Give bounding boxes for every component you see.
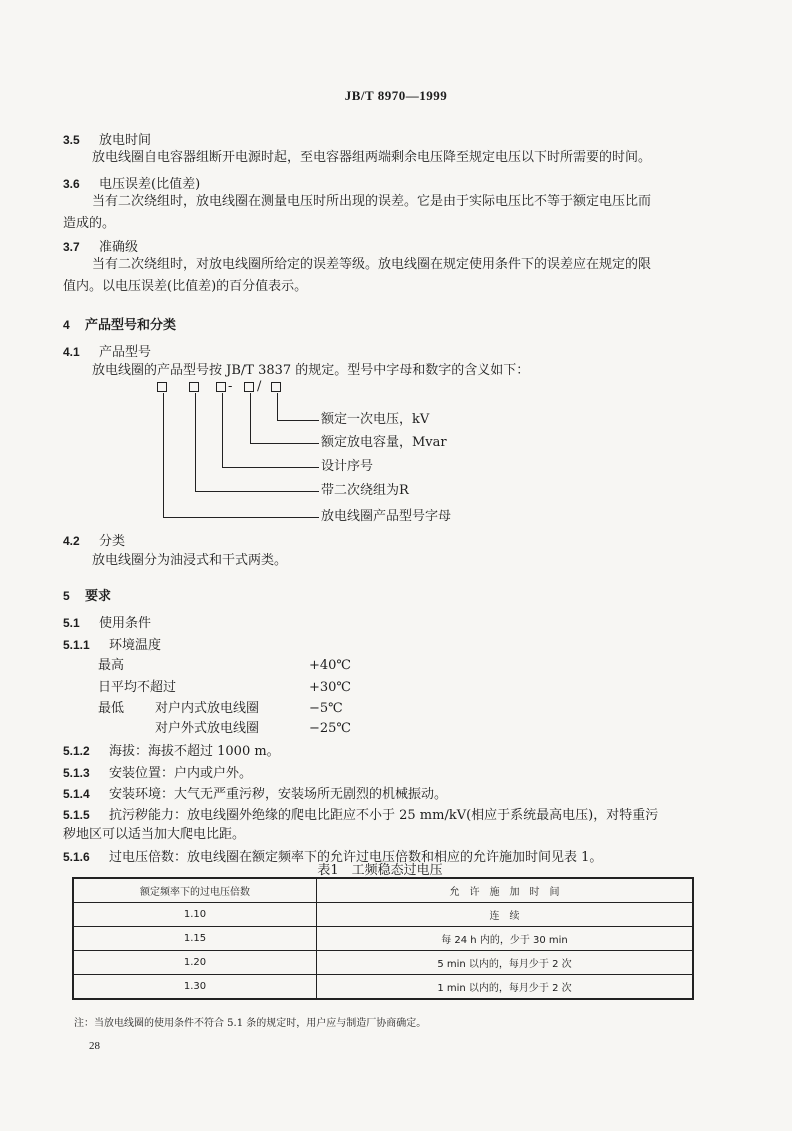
section-number: 4.2 (63, 534, 80, 548)
leader-vertical-4 (250, 393, 251, 443)
section-5-1-5-text-2: 秽地区可以适当加大爬电比距。 (63, 827, 246, 842)
model-slash: / (257, 379, 262, 394)
table-cell-time: 1 min 以内的，每月少于 2 次 (317, 975, 694, 1000)
section-text: 抗污秽能力：放电线圈外绝缘的爬电比距应不小于 25 mm/kV(相应于系统最高电压)，对特重污 (109, 808, 659, 823)
section-number: 5.1.4 (63, 787, 90, 801)
table-cell-time: 5 min 以内的，每月少于 2 次 (317, 951, 694, 975)
model-box-5 (271, 382, 281, 392)
section-3-5-heading (63, 131, 151, 150)
leader-vertical-1 (163, 393, 164, 517)
section-4-heading (63, 316, 176, 335)
section-number: 5.1.1 (63, 638, 90, 652)
section-3-7-text-1: 当有二次绕组时，对放电线圈所给定的误差等级。放电线圈在规定使用条件下的误差应在规定的限 (92, 257, 652, 272)
section-number: 5.1.5 (63, 808, 90, 822)
leader-horizontal-4 (195, 491, 319, 492)
table-row (73, 927, 693, 951)
section-3-7-heading (63, 238, 138, 257)
temp-avg-value: +30℃ (309, 680, 351, 695)
leader-horizontal-5 (163, 517, 319, 518)
leader-horizontal-2 (250, 443, 319, 444)
temp-outdoor-value: −25℃ (309, 721, 351, 736)
section-number: 5 (63, 589, 70, 603)
model-label-rated-voltage: 额定一次电压，kV (321, 412, 430, 427)
section-title: 使用条件 (99, 616, 152, 631)
section-title: 要求 (85, 589, 112, 604)
model-box-1 (157, 382, 167, 392)
section-title: 准确级 (99, 240, 139, 255)
section-text: 过电压倍数：放电线圈在额定频率下的允许过电压倍数和相应的允许施加时间见表 1。 (109, 850, 603, 865)
section-5-1-2 (63, 742, 280, 761)
section-5-1-4 (63, 785, 447, 804)
leader-horizontal-3 (222, 467, 319, 468)
table-note: 注：当放电线圈的使用条件不符合 5.1 条的规定时，用户应与制造厂协商确定。 (74, 1018, 427, 1029)
table-cell-time: 连 续 (317, 903, 694, 927)
model-label-design-serial: 设计序号 (321, 459, 374, 474)
section-3-6-heading (63, 175, 200, 194)
section-3-6-text-2: 造成的。 (63, 216, 116, 231)
leader-vertical-2 (195, 393, 196, 491)
leader-vertical-5 (277, 393, 278, 420)
section-3-6-text-1: 当有二次绕组时，放电线圈在测量电压时所出现的误差。它是由于实际电压比不等于额定电压比而 (92, 194, 652, 209)
temp-avg-label: 日平均不超过 (98, 680, 177, 695)
section-number: 3.7 (63, 240, 80, 254)
table-caption: 表1 工频稳态过电压 (317, 863, 443, 878)
table-cell-multiple: 1.30 (73, 975, 317, 1000)
temp-min-label: 最低 (98, 701, 125, 716)
section-3-5-text: 放电线圈自电容器组断开电源时起，至电容器组两端剩余电压降至规定电压以下时所需要的时间。 (92, 150, 652, 165)
section-title: 放电时间 (99, 133, 152, 148)
section-title: 产品型号 (99, 345, 152, 360)
section-5-1-1-heading (63, 636, 161, 655)
table-header-multiple: 额定频率下的过电压倍数 (73, 878, 317, 903)
temp-indoor-label: 对户内式放电线圈 (155, 701, 260, 716)
section-number: 5.1.3 (63, 766, 90, 780)
section-4-1-heading (63, 343, 151, 362)
model-box-2 (189, 382, 199, 392)
section-text: 安装位置：户内或户外。 (109, 766, 253, 781)
section-title: 电压误差(比值差) (99, 177, 201, 192)
temp-indoor-value: −5℃ (309, 701, 343, 716)
model-box-4 (244, 382, 254, 392)
leader-horizontal-1 (277, 420, 319, 421)
table-cell-multiple: 1.10 (73, 903, 317, 927)
section-title: 产品型号和分类 (85, 318, 177, 333)
model-box-3 (216, 382, 226, 392)
page-number: 28 (89, 1040, 100, 1052)
section-number: 3.6 (63, 177, 80, 191)
section-number: 3.5 (63, 133, 80, 147)
table-row (73, 903, 693, 927)
section-text: 海拔：海拔不超过 1000 m。 (109, 744, 280, 759)
section-number: 5.1 (63, 616, 80, 630)
table-header-row (73, 878, 693, 903)
section-title: 分类 (99, 534, 126, 549)
temp-outdoor-label: 对户外式放电线圈 (155, 721, 260, 736)
section-title: 环境温度 (109, 638, 162, 653)
temp-max-label: 最高 (98, 658, 125, 673)
section-5-heading (63, 587, 111, 606)
section-number: 5.1.2 (63, 744, 90, 758)
table-cell-multiple: 1.20 (73, 951, 317, 975)
section-number: 5.1.6 (63, 850, 90, 864)
section-number: 4 (63, 318, 70, 332)
model-label-rated-capacity: 额定放电容量，Mvar (321, 435, 447, 450)
overvoltage-table (72, 877, 694, 1000)
section-text: 安装环境：大气无严重污秽，安装场所无剧烈的机械振动。 (109, 787, 448, 802)
model-dash: - (228, 379, 233, 394)
section-5-1-5 (63, 806, 658, 825)
section-4-2-text: 放电线圈分为油浸式和干式两类。 (92, 553, 288, 568)
page-header: JB/T 8970—1999 (344, 88, 448, 103)
model-label-secondary-winding: 带二次绕组为R (321, 483, 409, 498)
section-4-1-text: 放电线圈的产品型号按 JB/T 3837 的规定。型号中字母和数字的含义如下： (92, 363, 530, 378)
section-number: 4.1 (63, 345, 80, 359)
table-header-time: 允 许 施 加 时 间 (317, 878, 694, 903)
section-5-1-heading (63, 614, 151, 633)
table-cell-multiple: 1.15 (73, 927, 317, 951)
section-4-2-heading (63, 532, 125, 551)
section-3-7-text-2: 值内。以电压误差(比值差)的百分值表示。 (63, 279, 308, 294)
model-label-product-letters: 放电线圈产品型号字母 (321, 509, 452, 524)
section-5-1-3 (63, 764, 252, 783)
table-row (73, 951, 693, 975)
temp-max-value: +40℃ (309, 658, 351, 673)
table-cell-time: 每 24 h 内的，少于 30 min (317, 927, 694, 951)
table-row (73, 975, 693, 1000)
leader-vertical-3 (222, 393, 223, 467)
